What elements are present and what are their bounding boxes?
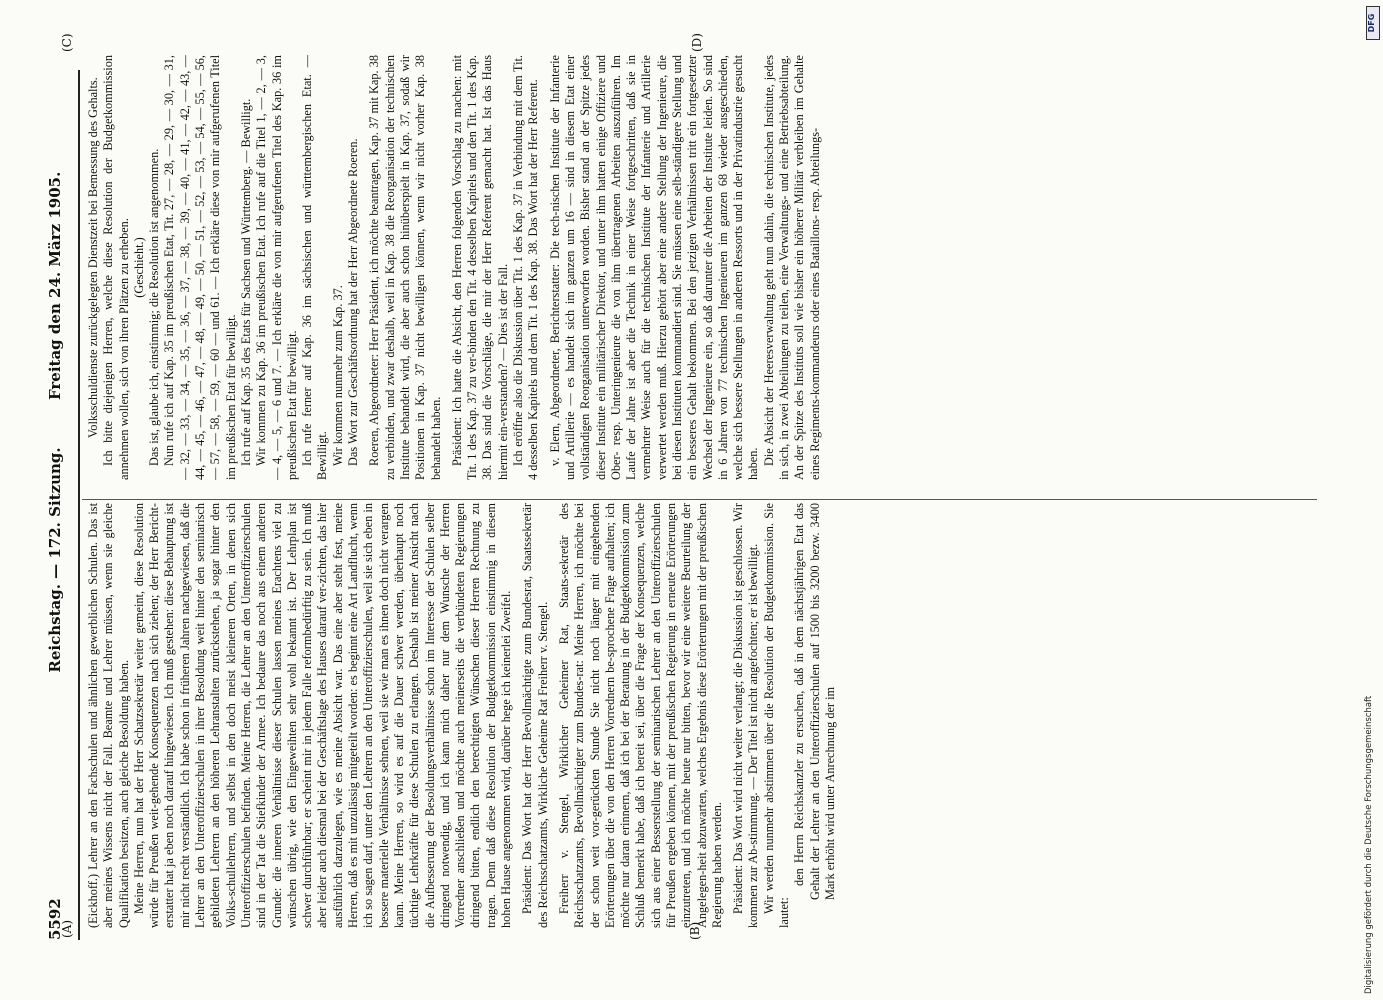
page-number: 5592 xyxy=(46,898,64,940)
quoted-resolution-continued: Volksschuldienste zurückgelegten Dienstzeit bei Bemessung des Gehalts. xyxy=(86,77,100,438)
paragraph: Wir kommen zu Kap. 36 im preußischen Etat. Ich rufe auf die Titel 1, — 2, — 3, — 4, — 5, — 6 und 7. — Ich erkläre die von mir aufgerufenen Titel des Kap. 36 im preußischen Etat für bewilligt. xyxy=(254,55,299,480)
right-column xyxy=(86,55,1321,480)
quoted-resolution: den Herrn Reichskanzler zu ersuchen, daß in dem nächstjährigen Etat das Gehalt der Lehrer an den Unteroffizierschulen auf 1500 bis 3200 bezw. 3400 Mark erhöht wird unter Anrechnung der im xyxy=(792,503,837,900)
margin-marker-c: (C) xyxy=(60,33,74,52)
dfg-logo-text: DFG xyxy=(1367,13,1376,33)
header-rule xyxy=(78,70,80,940)
margin-marker-b: (B) xyxy=(688,921,702,940)
credit-text: Digitalisierung gefördert durch die Deutsche Forschungsgemeinschaft xyxy=(1364,695,1374,994)
digitization-credit xyxy=(1364,44,1378,994)
paragraph: Das ist, glaube ich, einstimmig; die Resolution ist angenommen. xyxy=(147,148,162,466)
paragraph: Ich eröffne also die Diskussion über Tit. 1 des Kap. 37 in Verbindung mit dem Tit. 4 desselben Kapitels und dem Tit. 1 des Kap. 38. Das Wort hat der Herr Referent. xyxy=(511,55,541,480)
paragraph: Präsident: Das Wort wird nicht weiter verlangt; die Diskussion ist geschlossen. Wir kommen zur Ab-stimmung. — Der Titel ist nicht angefochten; er ist bewilligt. xyxy=(731,503,761,928)
paragraph: Präsident: Ich hatte die Absicht, den Herren folgenden Vorschlag zu machen: mit Tit. 1 des Kap. 37 zu ver-binden den Tit. 4 desselben Kapitels und den Tit. 1 des Kap. 38. Das sind die Vorschläge, die mir der Herr Referent gemacht hat. Ist das Haus hiermit ein-verstanden? — Dies ist der Fall. xyxy=(449,55,510,480)
paragraph: Nun rufe ich auf Kap. 35 im preußischen Etat, Tit. 27, — 28, — 29, — 30, — 31, — 32, — 33, — 34, — 35, — 36, — 37, — 38, — 39, — 40, — 41, — 42, — 43, — 44, — 45, — 46, — 47, — 48, — 49, — 50, — 51, — 52, — 53, — 54, — 55, — 56, — 57, — 58, — 59, — 60 — und 61. — Ich erkläre diese von mir aufgerufenen Titel im preußischen Etat für bewilligt. xyxy=(162,55,238,480)
paragraph: Die Absicht der Heeresverwaltung geht nun dahin, die technischen Institute, jedes in sich, in zwei Abteilungen zu teilen, eine Verwaltungs- und eine Betriebsabteilung. An der Spitze des Instituts soll wie bisher ein höherer Militär verbleiben im Gehalte eines Regiments-kommandeurs oder eines Bataillons- resp. Abteilungs- xyxy=(761,55,822,480)
paragraph: Freiherr v. Stengel, Wirklicher Geheimer Rat, Staats-sekretär des Reichsschatzamts, Bevollmächtigter zum Bundes-rat: Meine Herren, ich möchte bei der schon weit vor-gerückten Stunde Sie nicht noch länger mit eingehenden Erörterungen über die von den Herren Vorrednern be-sprochene Frage aufhalten; ich möchte nur daran erinnern, daß ich bei der Beratung in der Budgetkommission zum Schluß bemerkt habe, daß ich bereit sei, über die Frage der Konsequenzen, welche sich aus einer Besserstellung der seminarischen Lehrer an den Unteroffizierschulen für Preußen ergeben können, mit der preußischen Regierung in erneute Erörterungen einzutreten, und ich möchte heute nur bitten, bevor wir eine weitere Beurteilung der Angelegen-heit abzuwarten, welches Ergebnis diese Erörterungen mit der preußischen Regierung haben werden. xyxy=(556,503,724,928)
stage-direction: (Geschieht.) xyxy=(131,237,146,298)
paragraph: Ich rufe ferner auf Kap. 36 im sächsischen und württembergischen Etat. — Bewilligt. xyxy=(300,55,330,480)
paragraph: Ich rufe auf Kap. 35 des Etats für Sachsen und Württemberg. — Bewilligt. xyxy=(238,98,253,466)
margin-marker-a: (A) xyxy=(60,919,74,938)
paragraph: Roeren, Abgeordneter: Herr Präsident, ich möchte beantragen, Kap. 37 mit Kap. 38 zu verbinden, und zwar deshalb, weil in Kap. 38 die Reorganisation der technischen Institute behandelt wird, die aber auch schon hinüberspielt in Kap. 37, sodaß wir Positionen in Kap. 37 nicht bewilligen können, wenn wir nicht vorher Kap. 38 behandelt haben. xyxy=(367,55,443,480)
margin-marker-d: (D) xyxy=(690,33,704,52)
paragraph: Das Wort zur Geschäftsordnung hat der Herr Abgeordnete Roeren. xyxy=(346,138,361,466)
paragraph: Wir werden nunmehr abstimmen über die Resolution der Budgetkommission. Sie lautet: xyxy=(761,503,792,928)
paragraph: Ich bitte diejenigen Herren, welche diese Resolution der Budgetkommission annehmen wollen, sich von ihren Plätzen zu erheben. xyxy=(101,55,131,480)
paragraph: Meine Herren, nun hat der Herr Schatzsekretär weiter gemeint, diese Resolution würde für Preußen weit-gehende Konsequenzen nach sich ziehen; der Herr Bericht-erstatter hat ja eben noch darauf hingewiesen. Ich muß gestehen: diese Behauptung ist mir nicht recht verständlich. Ich habe schon in früheren Jahren nachgewiesen, daß die Lehrer an den Unteroffizierschulen in ihrer Besoldung weit hinter den seminarisch gebildeten Lehrern an den höheren Lehranstalten zurückstehen, ja sogar hinter den Volks-schullehrern, und selbst in den doch meist kleineren Orten, in denen sich Unteroffizierschulen befinden. Meine Herren, die Lehrer an den Unteroffizierschulen sind in der Tat die Stiefkinder der Armee. Ich bedaure das noch aus einem anderen Grunde: die inneren Verhältnisse dieser Schulen lassen meines Erachtens viel zu wünschen übrig, wie den Eingeweihten sehr wohl bekannt ist. Der Lehrplan ist schwer durchführbar; er scheint mir in jedem Falle reformbedürftig zu sein. Ich muß aber leider auch diesmal bei der Geschäftslage des Hauses darauf ver-zichten, das hier ausführlich darzulegen, wie es meine Absicht war. Das eine aber steht fest, meine Herren, daß es mit unzulässig mitgeteilt worden: es beginnt eine Art Landflucht, wenn ich so sagen darf, unter den Lehrern an den Unteroffizierschulen, weil sie sich eben in bessere materielle Verhältnisse sehnen, weil sie wie man es ihnen doch nicht verargen kann. Meine Herren, so wird es auf die Dauer schwer werden, überhaupt noch tüchtige Lehrkräfte für diese Schulen zu erlangen. Deshalb ist meiner Ansicht nach die Aufbesserung der Besoldungsverhältnisse schon im Interesse der Schulen selber dringend notwendig, und ich kann mich daher nur dem Wunsche der Herren Vorredner anschließen und möchte auch meinerseits die verbündeten Regierungen dringend bitten, endlich den berechtigten Wünschen dieser Herren Rechnung zu tragen. Denn daß diese Resolution der Budgetkommission einstimmig in diesem hohen Hause angenommen wird, darüber hege ich keinerlei Zweifel. xyxy=(131,503,514,928)
paragraph: Wir kommen nunmehr zum Kap. 37. xyxy=(330,285,345,466)
paragraph: v. Elern, Abgeordneter, Berichterstatter: Die tech-nischen Institute der Infanterie und Artillerie — es handelt sich im ganzen um 16 — sind in diesem Etat einer vollständigen Reorganisation unterworfen worden. Bisher stand an der Spitze jedes dieser Institute ein militärischer Direktor, und unter ihm hatten einige Offiziere und Ober- resp. Unteringenieure die von ihm übertragenen Arbeiten auszuführen. Im Laufe der Jahre ist aber die Technik in einer Weise fortgeschritten, daß sie in vermehrter Weise auch für die technischen Institute der Infanterie und Artillerie verwertet werden muß. Hierzu gehört aber eine andere Stellung der Ingenieure, die bei diesen Instituten kommandiert sind. Sie müssen eine selb-ständigere Stellung und ein besseres Gehalt bekommen. Bei den jetzigen Verhältnissen tritt ein fortgesetzter Wechsel der Ingenieure ein, so daß darunter die Arbeiten der Institute leiden. So sind in 6 Jahren von 77 technischen Ingenieuren im ganzen 68 wieder ausgeschieden, welche sich bessere Stellungen in anderen Ressorts und in der Privatindustrie gesucht haben. xyxy=(547,55,761,480)
dfg-logo xyxy=(1366,6,1380,40)
page-header-title: Reichstag. — 172. Sitzung. xyxy=(46,447,64,673)
paragraph: (Eickhoff.) Lehrer an den Fachschulen und ähnlichen gewerblichen Schulen. Das ist aber meines Wissens nicht der Fall. Beamte und Lehrer müssen, wenn sie gleiche Qualifikation besitzen, auch gleiche Besoldung haben. xyxy=(86,503,131,928)
page-header-date: Freitag den 24. März 1905. xyxy=(46,171,64,400)
left-column xyxy=(86,503,1321,928)
paragraph: Präsident: Das Wort hat der Herr Bevollmächtigte zum Bundesrat, Staatssekretär des Reichsschatzamts, Wirkliche Geheime Rat Freiherr v. Stengel. xyxy=(520,503,550,928)
column-divider xyxy=(82,499,1317,500)
